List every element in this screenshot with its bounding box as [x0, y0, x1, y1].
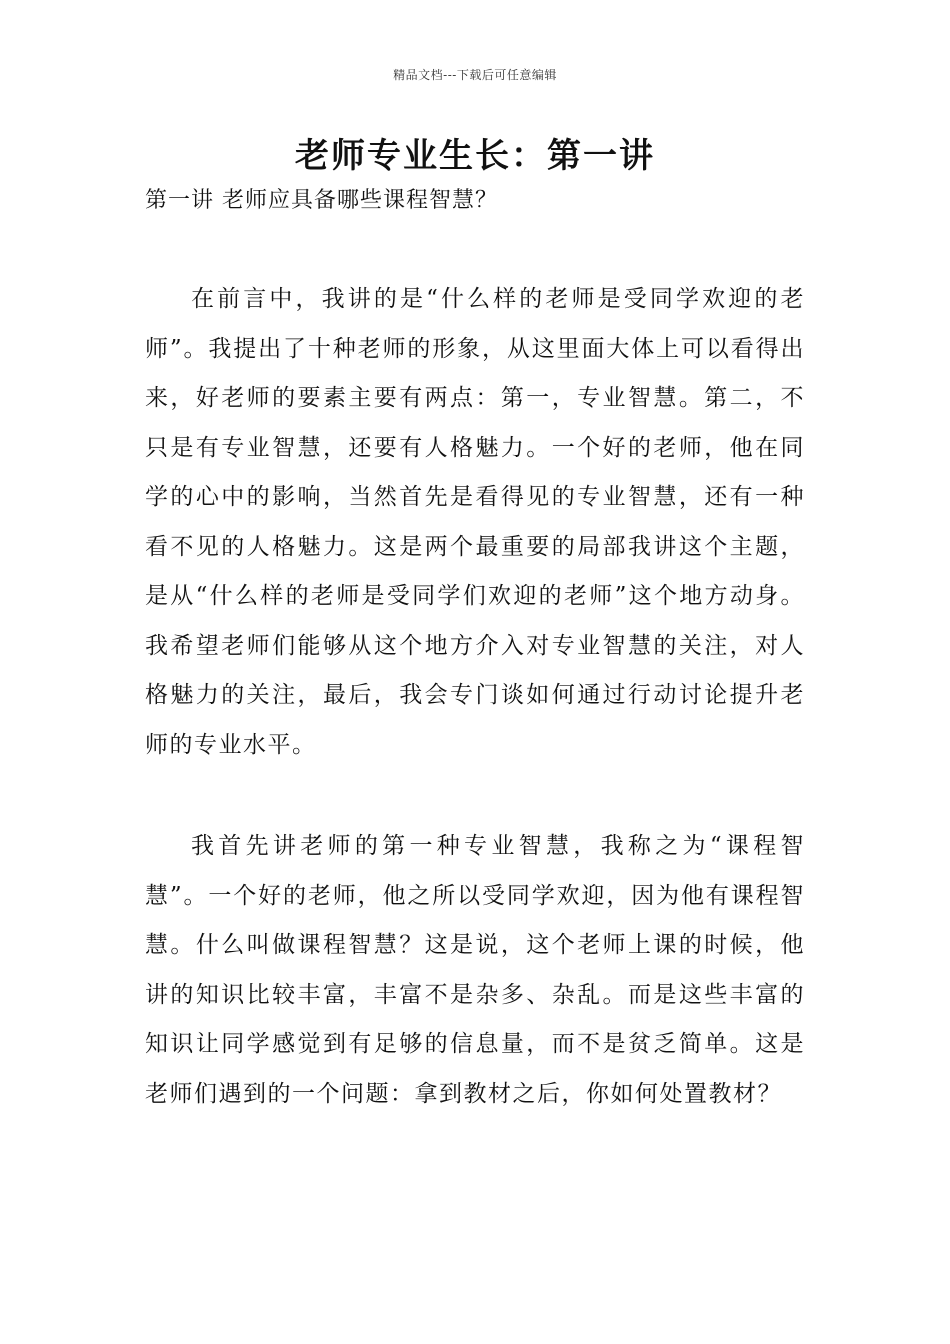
- paragraph-1: 在前言中，我讲的是“什么样的老师是受同学欢迎的老师”。我提出了十种老师的形象，从这里面大体上可以看得出来，好老师的要素主要有两点：第一，专业智慧。第二，不只是有专业智慧，还要有人格魅力。一个好的老师，他在同学的心中的影响，当然首先是看得见的专业智慧，还有一种看不见的人格魅力。这是两个最重要的局部我讲这个主题，是从“什么样的老师是受同学们欢迎的老师”这个地方动身。我希望老师们能够从这个地方介入对专业智慧的关注，对人格魅力的关注，最后，我会专门谈如何通过行动讨论提升老师的专业水平。: [145, 286, 805, 758]
- document-title: 老师专业生长：第一讲: [295, 136, 655, 176]
- document-subtitle: 第一讲 老师应具备哪些课程智慧？: [145, 188, 498, 213]
- header-note: 精品文档---下载后可任意编辑: [393, 68, 557, 82]
- paragraph-2: 我首先讲老师的第一种专业智慧，我称之为“课程智慧”。一个好的老师，他之所以受同学欢迎，因为他有课程智慧。什么叫做课程智慧？这是说，这个老师上课的时候，他讲的知识比较丰富，丰富不是杂多、杂乱。而是这些丰富的知识让同学感觉到有足够的信息量，而不是贫乏简单。这是老师们遇到的一个问题：拿到教材之后，你如何处置教材？: [145, 833, 805, 1107]
